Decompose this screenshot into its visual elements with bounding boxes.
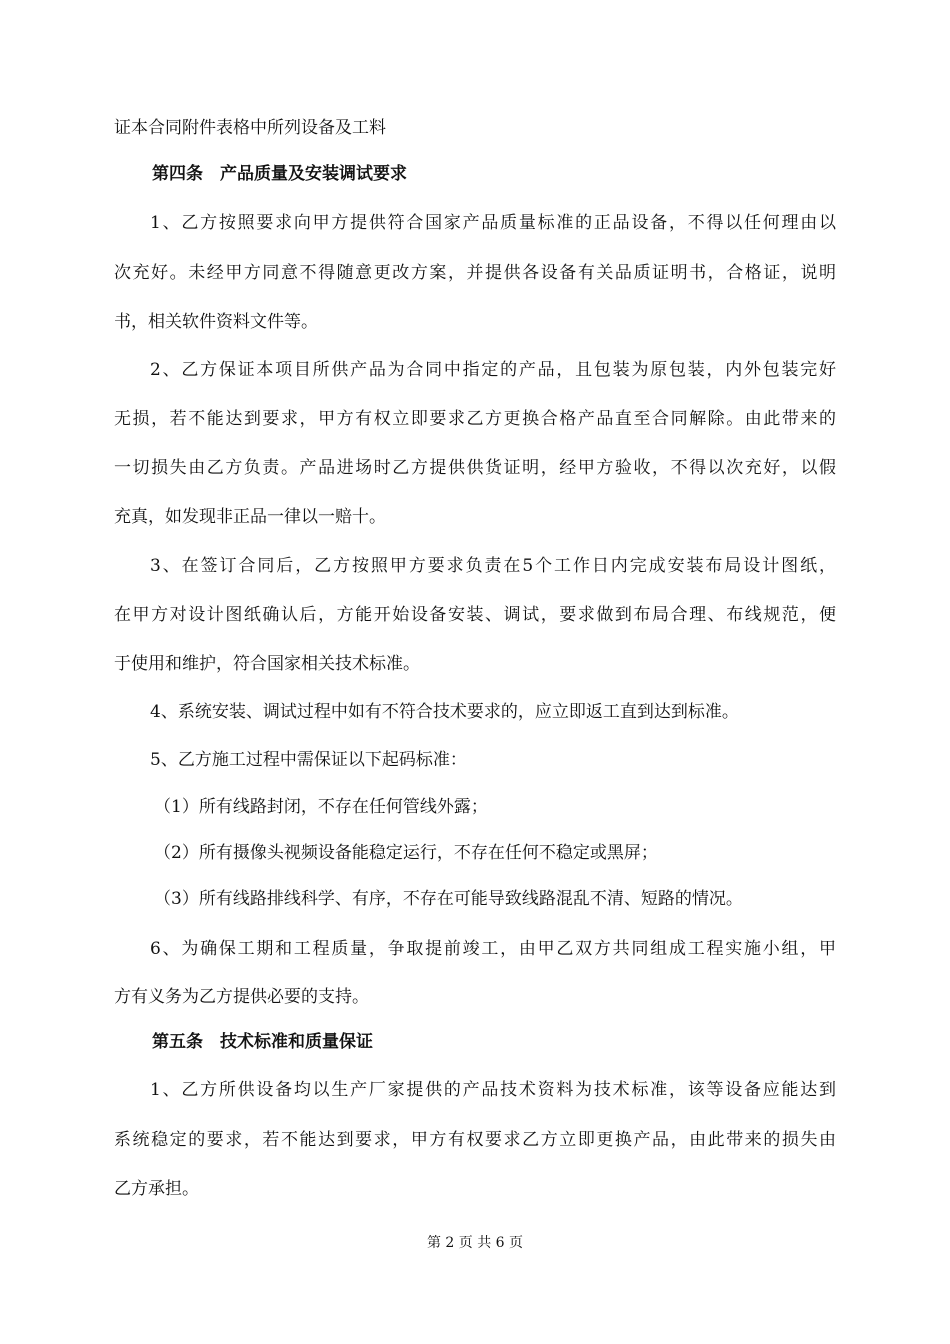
text-line: 在甲方对设计图纸确认后，方能开始设备安装、调试，要求做到布局合理、布线规范，便 [114,605,836,625]
text-line: 次充好。未经甲方同意不得随意更改方案，并提供各设备有关品质证明书，合格证，说明 [114,263,836,283]
text-line: 6、为确保工期和工程质量，争取提前竣工，由甲乙双方共同组成工程实施小组，甲 [150,939,836,959]
text-line: 系统稳定的要求，若不能达到要求，甲方有权要求乙方立即更换产品，由此带来的损失由 [114,1130,836,1150]
text-line: 书，相关软件资料文件等。 [114,312,318,332]
text-line: 1、乙方按照要求向甲方提供符合国家产品质量标准的正品设备，不得以任何理由以 [150,213,836,233]
text-line: 4、系统安装、调试过程中如有不符合技术要求的，应立即返工直到达到标准。 [150,702,739,722]
text-line: 3、在签订合同后，乙方按照甲方要求负责在5个工作日内完成安装布局设计图纸， [150,556,836,576]
list-item: （2）所有摄像头视频设备能稳定运行，不存在任何不稳定或黑屏； [154,843,658,863]
section-heading-5: 第五条 技术标准和质量保证 [152,1032,373,1052]
text-line: 一切损失由乙方负责。产品进场时乙方提供供货证明，经甲方验收，不得以次充好，以假 [114,458,836,478]
text-line: 方有义务为乙方提供必要的支持。 [114,987,369,1007]
text-line: 2、乙方保证本项目所供产品为合同中指定的产品，且包装为原包装，内外包装完好 [150,360,836,380]
section-heading-4: 第四条 产品质量及安装调试要求 [152,164,407,184]
list-item: （3）所有线路排线科学、有序，不存在可能导致线路混乱不清、短路的情况。 [154,889,743,909]
text-line: 证本合同附件表格中所列设备及工料 [114,118,386,138]
text-line: 乙方承担。 [114,1179,199,1199]
text-line: 无损，若不能达到要求，甲方有权立即要求乙方更换合格产品直至合同解除。由此带来的 [114,409,836,429]
text-line: 于使用和维护，符合国家相关技术标准。 [114,654,420,674]
text-line: 1、乙方所供设备均以生产厂家提供的产品技术资料为技术标准，该等设备应能达到 [150,1080,836,1100]
page-footer: 第 2 页 共 6 页 [426,1235,524,1251]
list-item: （1）所有线路封闭，不存在任何管线外露； [154,797,488,817]
text-line: 5、乙方施工过程中需保证以下起码标准： [150,750,467,770]
text-line: 充真，如发现非正品一律以一赔十。 [114,507,386,527]
